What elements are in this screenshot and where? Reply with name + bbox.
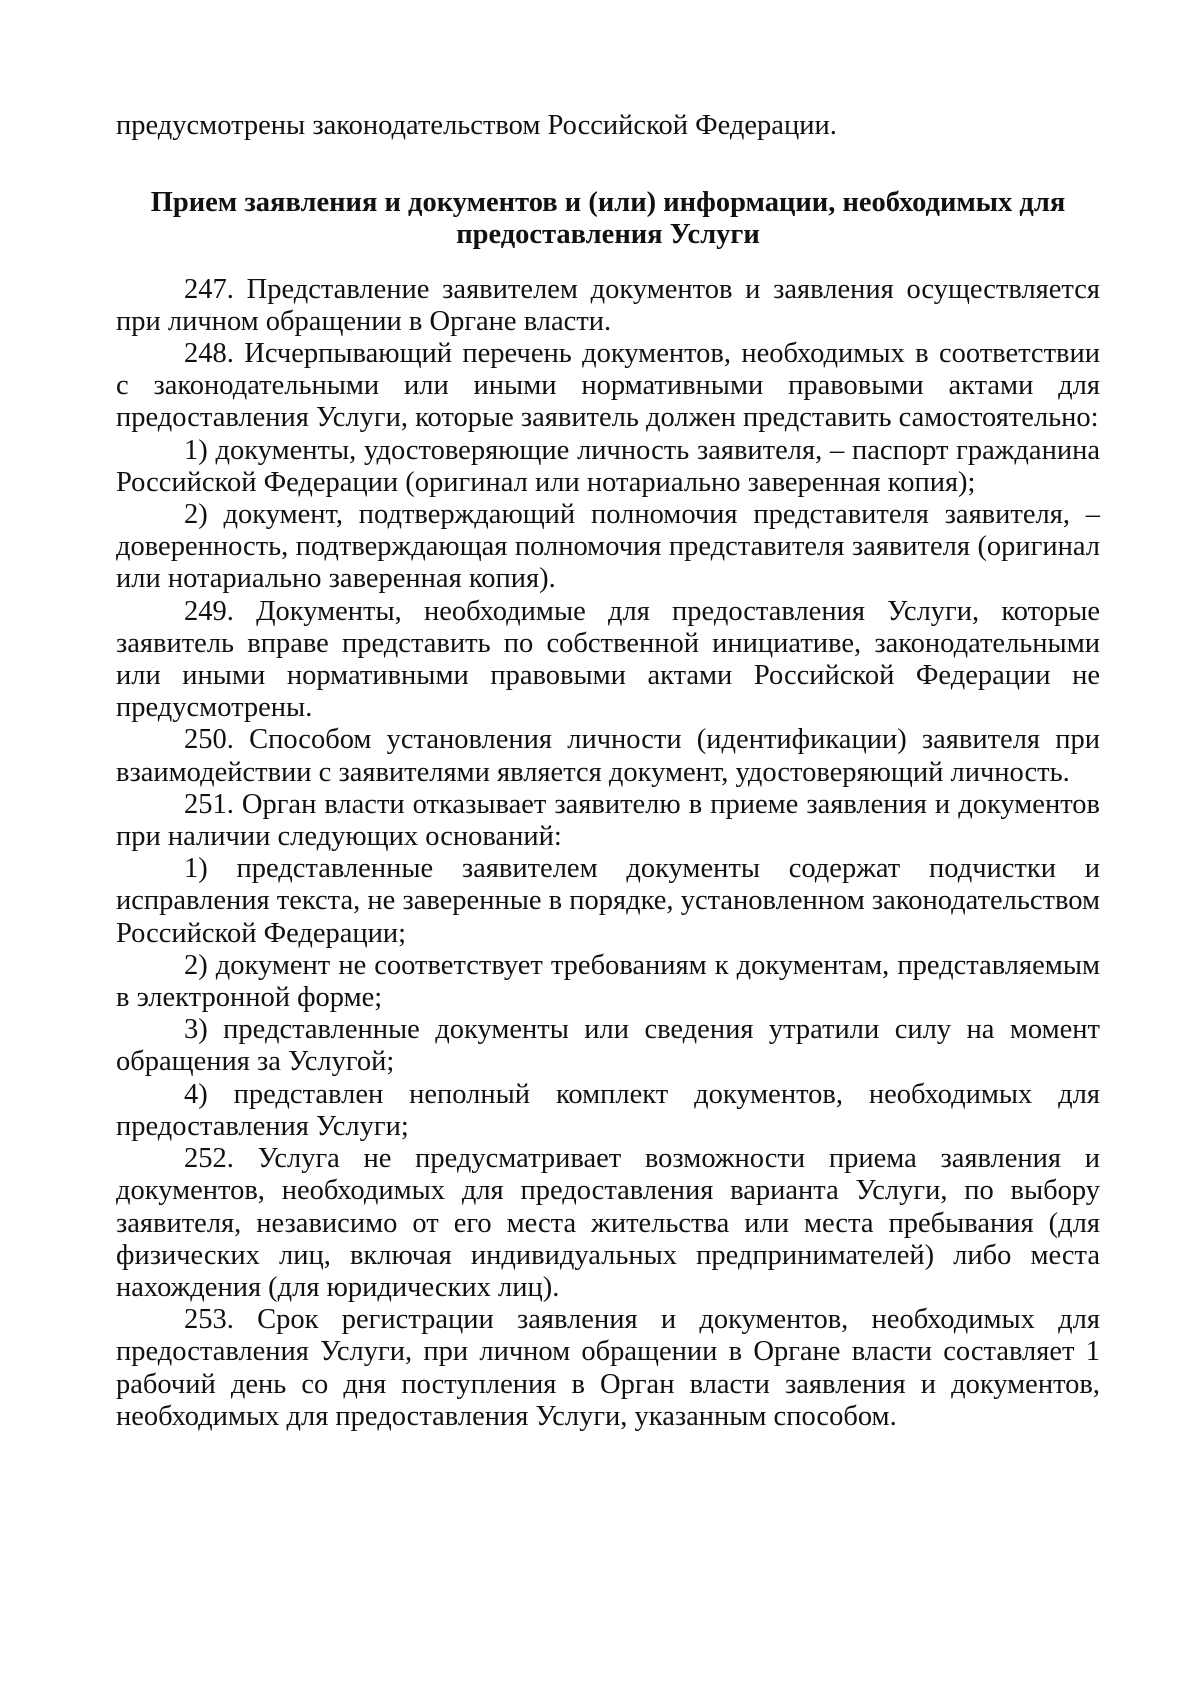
continuation-text: предусмотрены законодательством Российской Федерации. [116,110,837,141]
paragraph-251: 251. Орган власти отказывает заявителю в приеме заявления и документов при наличии следующих оснований: [116,788,1100,853]
document-page [116,110,1100,1433]
paragraph-251-item-4: 4) представлен неполный комплект документов, необходимых для предоставления Услуги; [116,1078,1100,1142]
paragraph-249: 249. Документы, необходимые для предоставления Услуги, которые заявитель вправе представить по собственной инициативе, законодательными или иными нормативными правовыми актами Российской Федерации не предусмотрены. [116,595,1100,724]
paragraph-253: 253. Срок регистрации заявления и документов, необходимых для предоставления Услуги, при личном обращении в Органе власти составляет 1 рабочий день со дня поступления в Орган власти заявления и документов, необходимых для предоставления Услуги, указанным способом. [116,1304,1100,1432]
paragraph-247: 247. Представление заявителем документов и заявления осуществляется при личном обращении в Органе власти. [116,273,1100,337]
paragraph-252: 252. Услуга не предусматривает возможности приема заявления и документов, необходимых для предоставления варианта Услуги, по выбору заявителя, независимо от его места жительства или места пребывания (для физических лиц, включая индивидуальных предпринимателей) либо места нахождения (для юридических лиц). [116,1143,1100,1303]
paragraph-251-item-2: 2) документ не соответствует требованиям к документам, представляемым в электронной форме; [116,949,1100,1014]
section-heading [116,187,1100,251]
section-heading-line-2: предоставления Услуги [456,219,760,251]
paragraph-248-item-2: 2) документ, подтверждающий полномочия представителя заявителя, – доверенность, подтверждающая полномочия представителя заявителя (оригинал или нотариально заверенная копия). [116,499,1100,595]
paragraph-251-item-1: 1) представленные заявителем документы содержат подчистки и исправления текста, не заверенные в порядке, установленном законодательством Российской Федерации; [116,853,1100,949]
section-heading-line-1: Прием заявления и документов и (или) информации, необходимых для [150,187,1066,219]
paragraph-251-item-3: 3) представленные документы или сведения утратили силу на момент обращения за Услугой; [116,1014,1100,1078]
paragraph-250: 250. Способом установления личности (идентификации) заявителя при взаимодействии с заявителями является документ, удостоверяющий личность. [116,724,1100,788]
paragraph-248: 248. Исчерпывающий перечень документов, необходимых в соответствии с законодательными или иными нормативными правовыми актами для предоставления Услуги, которые заявитель должен представить самостоятельно: [116,338,1100,434]
paragraph-248-item-1: 1) документы, удостоверяющие личность заявителя, – паспорт гражданина Российской Федерации (оригинал или нотариально заверенная копия); [116,434,1100,498]
